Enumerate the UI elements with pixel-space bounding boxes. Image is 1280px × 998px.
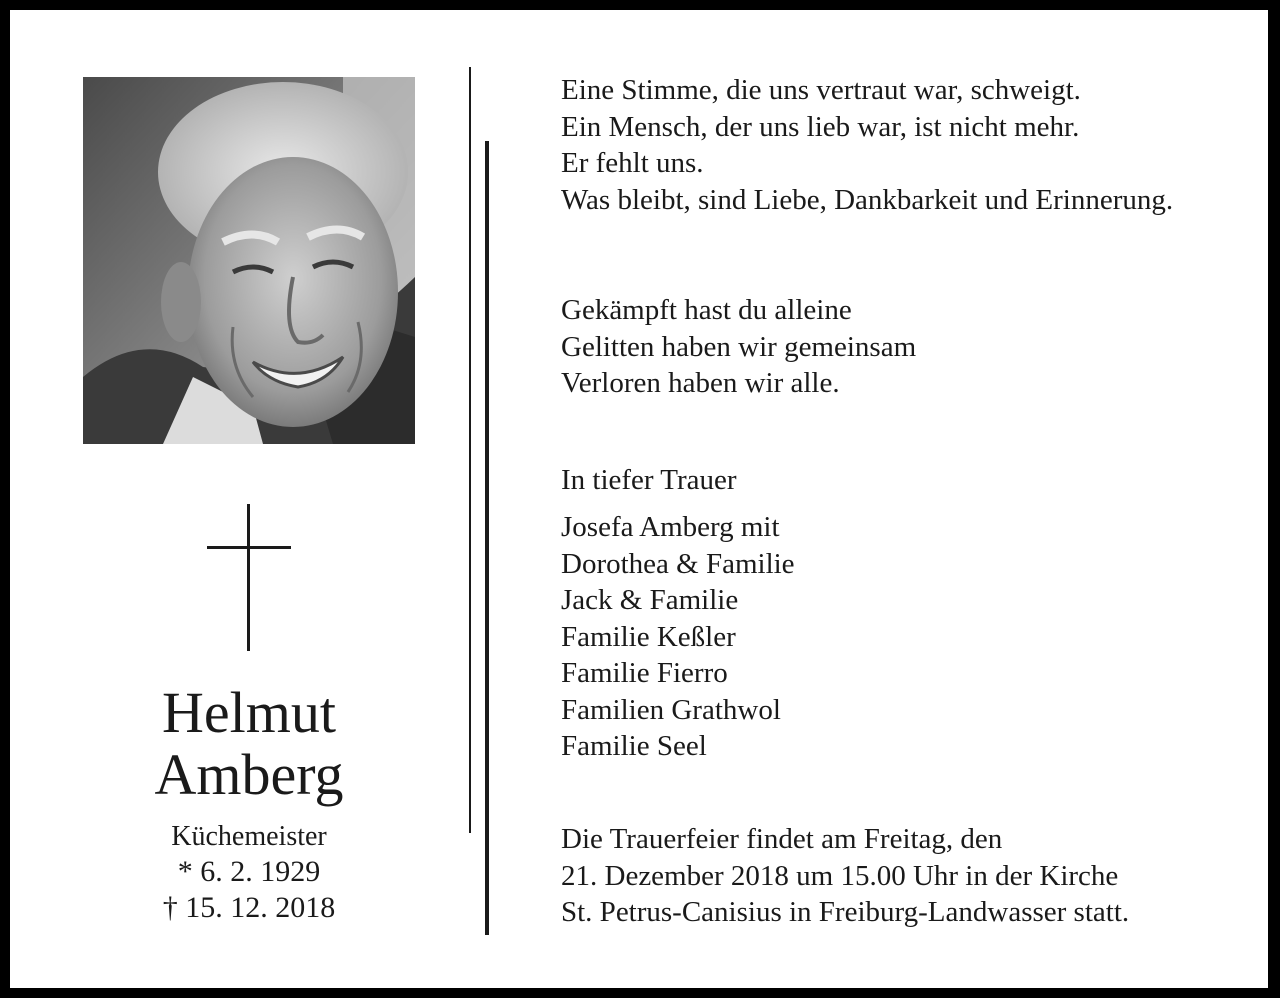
- obituary-card: [10, 10, 1268, 988]
- mourner: Josefa Amberg mit: [561, 511, 780, 543]
- portrait-icon: [83, 77, 415, 444]
- poem-2: [561, 292, 916, 402]
- mourning-intro-text: In tiefer Trauer: [561, 464, 737, 496]
- poem-line: Er fehlt uns.: [561, 147, 704, 179]
- poem-line: Gekämpft hast du alleine: [561, 294, 852, 326]
- service-line: St. Petrus-Canisius in Freiburg-Landwasser statt.: [561, 896, 1130, 928]
- mourner: Familie Seel: [561, 730, 707, 762]
- poem-line: Verloren haben wir alle.: [561, 367, 840, 399]
- first-name: Helmut: [162, 680, 336, 745]
- poem-line: Eine Stimme, die uns vertraut war, schweigt.: [561, 74, 1081, 106]
- mourners-list: [561, 509, 795, 765]
- mourner: Familie Keßler: [561, 620, 736, 653]
- service-line: Die Trauerfeier findet am Freitag, den: [561, 823, 1003, 855]
- service-info: [561, 821, 1129, 931]
- poem-line: Gelitten haben wir gemeinsam: [561, 330, 917, 363]
- divider-thin: [469, 67, 471, 833]
- mourning-intro: [561, 462, 737, 499]
- poem-1: [561, 72, 1173, 218]
- mourner: Jack & Familie: [561, 584, 739, 616]
- poem-line: Was bleibt, sind Liebe, Dankbarkeit und Erinnerung.: [561, 183, 1174, 216]
- divider-thick: [485, 141, 489, 935]
- deceased-info: [80, 682, 418, 926]
- mourner: Dorothea & Familie: [561, 547, 795, 580]
- birth-date: * 6. 2. 1929: [177, 855, 321, 888]
- mourner: Familie Fierro: [561, 657, 728, 689]
- portrait-photo: [83, 77, 415, 444]
- last-name: Amberg: [154, 742, 344, 807]
- profession: Küchemeister: [171, 821, 327, 852]
- poem-line: Ein Mensch, der uns lieb war, ist nicht mehr.: [561, 110, 1080, 143]
- service-line: 21. Dezember 2018 um 15.00 Uhr in der Kirche: [561, 859, 1119, 892]
- mourner: Familien Grathwol: [561, 693, 781, 726]
- cross-icon: [207, 504, 291, 651]
- death-date: † 15. 12. 2018: [162, 891, 336, 924]
